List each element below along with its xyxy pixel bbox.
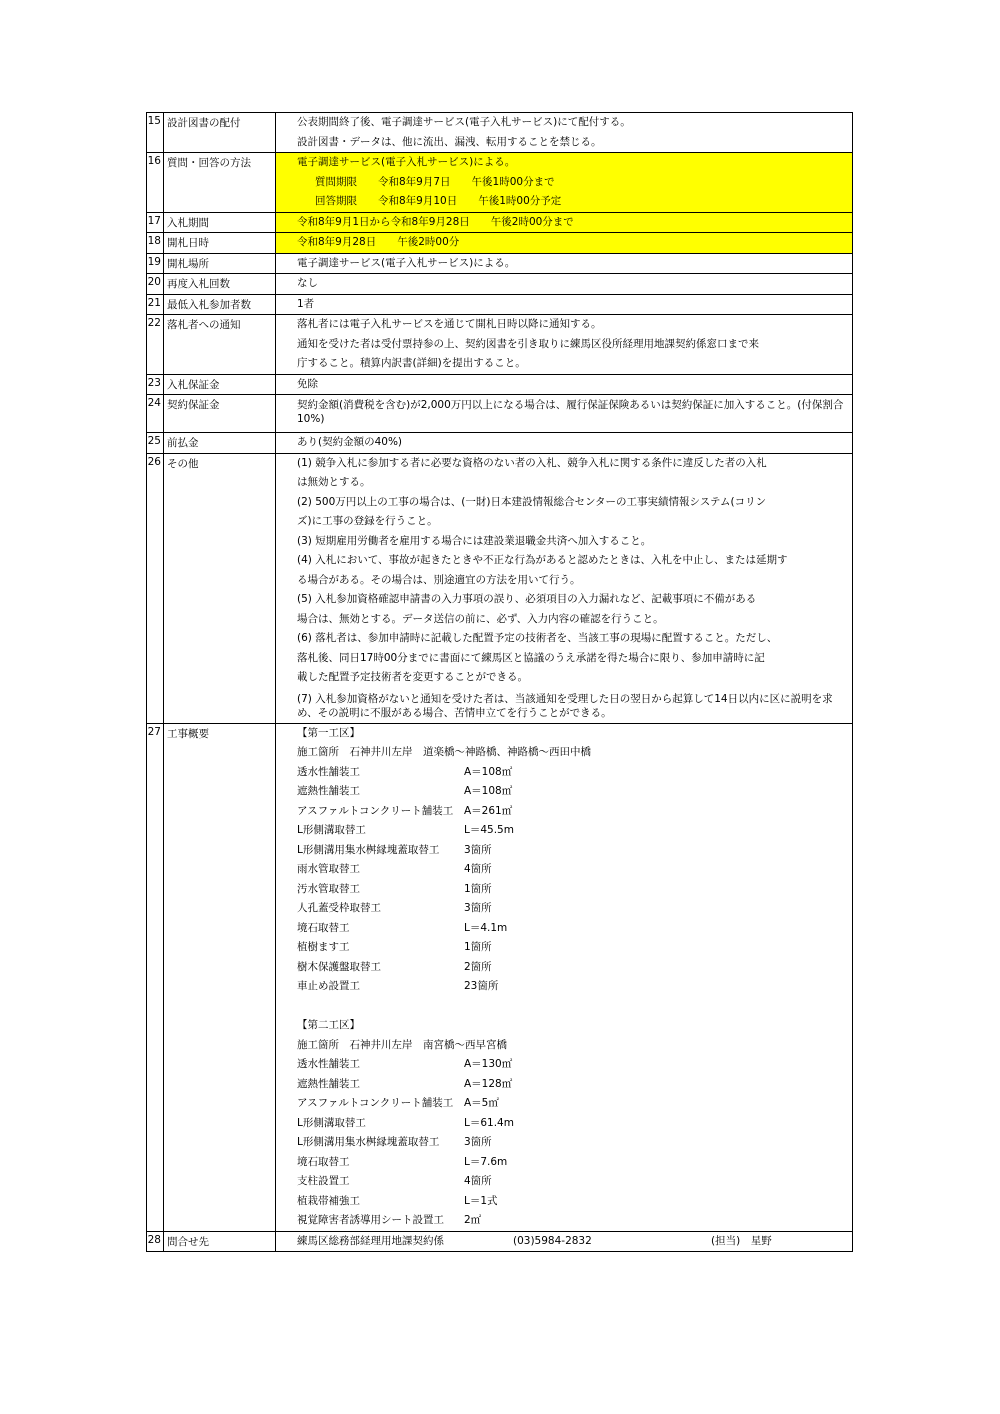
row-label: 開札日時 — [164, 233, 276, 254]
row-content-highlighted — [276, 212, 853, 233]
row-label: 前払金 — [164, 433, 276, 454]
work-item — [297, 1211, 852, 1231]
content-line: (4) 入札において、事故が起きたときや不正な行為があると認めたときは、入札を中止し、または延期す — [297, 554, 788, 566]
work-item-name: 遮熱性舗装工 — [297, 1077, 360, 1090]
work-item-name: L形側溝取替工 — [297, 824, 366, 836]
row-number: 16 — [147, 153, 164, 213]
content-line: なし — [297, 277, 318, 289]
work-item-quantity: A＝5㎡ — [464, 1097, 499, 1109]
content-line: あり(契約金額の40%) — [297, 436, 403, 448]
work-item — [297, 977, 852, 997]
content-line: (6) 落札者は、参加申請時に記載した配置予定の技術者を、当該工事の現場に配置すること。ただし、 — [297, 632, 778, 644]
row-number: 28 — [147, 1231, 164, 1252]
content-line: る場合がある。その場合は、別途適宜の方法を用いて行う。 — [297, 573, 581, 586]
work-item-quantity: 23箇所 — [464, 980, 499, 992]
row-label: 入札期間 — [164, 212, 276, 233]
work-item — [297, 1153, 852, 1173]
section-items — [297, 763, 852, 997]
content-line: 場合は、無効とする。データ送信の前に、必ず、入力内容の確認を行うこと。 — [297, 612, 664, 625]
work-item-name: 境石取替工 — [297, 1155, 350, 1168]
row-label: 開札場所 — [164, 253, 276, 274]
work-item — [297, 919, 852, 939]
row-number: 25 — [147, 433, 164, 454]
work-item — [297, 763, 852, 783]
row-content-highlighted — [276, 233, 853, 254]
row-content — [276, 113, 853, 153]
work-item-name: L形側溝用集水桝縁塊蓋取替工 — [297, 843, 440, 856]
work-item-quantity: A＝261㎡ — [464, 804, 513, 817]
work-item-quantity: 2㎡ — [464, 1214, 482, 1226]
work-item-quantity: 3箇所 — [464, 902, 492, 914]
table-row — [147, 212, 853, 233]
work-item-quantity: A＝108㎡ — [464, 785, 513, 797]
section-location: 施工箇所 石神井川左岸 道楽橋～神路橋、神路橋～西田中橋 — [297, 746, 591, 758]
table-row — [147, 153, 853, 213]
row-label: 最低入札参加者数 — [164, 294, 276, 315]
work-item — [297, 782, 852, 802]
row-label: 工事概要 — [164, 723, 276, 1231]
content-line: 令和8年9月1日から令和8年9月28日 午後2時00分まで — [297, 215, 574, 228]
work-item-name: 植樹ます工 — [297, 941, 350, 953]
row-number: 17 — [147, 212, 164, 233]
work-item — [297, 821, 852, 841]
work-item — [297, 1075, 852, 1095]
work-item-quantity: A＝108㎡ — [464, 765, 513, 778]
table-row — [147, 315, 853, 375]
work-item-name: 透水性舗装工 — [297, 765, 360, 778]
table-row — [147, 294, 853, 315]
work-item-name: アスファルトコンクリート舗装工 — [297, 1097, 454, 1109]
table-row — [147, 723, 853, 1231]
work-item — [297, 802, 852, 822]
work-item-name: 遮熱性舗装工 — [297, 785, 360, 797]
row-label: 問合せ先 — [164, 1231, 276, 1252]
row-label: 落札者への通知 — [164, 315, 276, 375]
table-row — [147, 274, 853, 295]
table-row — [147, 433, 853, 454]
work-item — [297, 1192, 852, 1212]
row-content — [276, 315, 853, 375]
work-item-name: L形側溝用集水桝縁塊蓋取替工 — [297, 1136, 440, 1148]
content-line: 電子調達サービス(電子入札サービス)による。 — [297, 256, 516, 269]
work-item-name: 境石取替工 — [297, 921, 350, 934]
work-item-quantity: A＝128㎡ — [464, 1077, 513, 1090]
row-label: 再度入札回数 — [164, 274, 276, 295]
content-line: 1者 — [297, 297, 315, 310]
content-line: 電子調達サービス(電子入札サービス)による。 — [297, 156, 516, 168]
work-item-quantity: 1箇所 — [464, 882, 492, 895]
work-item-name: 植栽帯補強工 — [297, 1194, 360, 1207]
table-row — [147, 113, 853, 153]
content-line: 質問期限 令和8年9月7日 午後1時00分まで — [315, 175, 555, 188]
work-item — [297, 841, 852, 861]
work-item-quantity: L＝4.1m — [464, 921, 508, 934]
row-number: 22 — [147, 315, 164, 375]
row-number: 24 — [147, 395, 164, 433]
row-number: 20 — [147, 274, 164, 295]
work-item — [297, 860, 852, 880]
table-row — [147, 374, 853, 395]
row-number: 26 — [147, 453, 164, 723]
work-item-quantity: 3箇所 — [464, 843, 492, 856]
row-label: 質問・回答の方法 — [164, 153, 276, 213]
content-line: 落札後、同日17時00分までに書面にて練馬区と協議のうえ承諾を得た場合に限り、参加申請時に記 — [297, 651, 765, 664]
content-line: (2) 500万円以上の工事の場合は、(一財)日本建設情報総合センターの工事実績情報システム(コリン — [297, 495, 767, 508]
work-item-quantity: 4箇所 — [464, 863, 492, 875]
work-item-name: 人孔蓋受枠取替工 — [297, 902, 381, 914]
work-item-name: 樹木保護盤取替工 — [297, 960, 381, 973]
work-item-name: 支柱設置工 — [297, 1175, 350, 1187]
work-item-name: L形側溝取替工 — [297, 1116, 366, 1129]
content-line: 通知を受けた者は受付票持参の上、契約図書を引き取りに練馬区役所経理用地課契約係窓口まで来 — [297, 337, 759, 350]
row-content — [276, 374, 853, 395]
section-location: 施工箇所 石神井川左岸 南宮橋～西早宮橋 — [297, 1038, 507, 1051]
contact-info — [276, 1231, 853, 1252]
row-number: 19 — [147, 253, 164, 274]
work-item-quantity: 4箇所 — [464, 1175, 492, 1187]
content-line: (3) 短期雇用労働者を雇用する場合には建設業退職金共済へ加入すること。 — [297, 534, 652, 547]
content-line: ズ)に工事の登録を行うこと。 — [297, 515, 438, 527]
row-content — [276, 274, 853, 295]
work-item-name: 汚水管取替工 — [297, 882, 360, 895]
row-label: 入札保証金 — [164, 374, 276, 395]
work-item-name: アスファルトコンクリート舗装工 — [297, 804, 454, 817]
work-item-quantity: 3箇所 — [464, 1136, 492, 1148]
row-content — [276, 253, 853, 274]
contact-office: 練馬区総務部経理用地課契約係 — [297, 1234, 444, 1247]
row-number: 18 — [147, 233, 164, 254]
work-item — [297, 899, 852, 919]
section-title: 【第二工区】 — [297, 1019, 360, 1031]
work-item — [297, 1094, 852, 1114]
content-line: 免除 — [297, 377, 318, 390]
work-item — [297, 880, 852, 900]
content-paragraph: (7) 入札参加資格がないと通知を受けた者は、当該通知を受理した日の翌日から起算して14日以内に区に説明を求め、その説明に不服がある場合、苦情申立てを行うことができる。 — [297, 692, 833, 719]
work-item — [297, 1172, 852, 1192]
work-item-quantity: 2箇所 — [464, 960, 492, 973]
row-number: 21 — [147, 294, 164, 315]
content-paragraph: 契約金額(消費税を含む)が2,000万円以上になる場合は、履行保証保険あるいは契約保証に加入すること。(付保割合10%) — [297, 399, 844, 425]
table-row — [147, 453, 853, 723]
work-summary — [276, 723, 853, 1231]
row-number: 15 — [147, 113, 164, 153]
work-item-quantity: L＝61.4m — [464, 1116, 514, 1129]
content-line: 載した配置予定技術者を変更することができる。 — [297, 671, 528, 683]
content-line: 設計図書・データは、他に流出、漏洩、転用することを禁じる。 — [297, 135, 602, 148]
row-content — [276, 294, 853, 315]
table-row — [147, 253, 853, 274]
work-item — [297, 1055, 852, 1075]
work-item-quantity: L＝7.6m — [464, 1155, 508, 1168]
content-line: 庁すること。積算内訳書(詳細)を提出すること。 — [297, 357, 526, 369]
row-label: 契約保証金 — [164, 395, 276, 433]
work-item-quantity: 1箇所 — [464, 941, 492, 953]
row-content — [276, 453, 853, 723]
work-item-quantity: L＝1式 — [464, 1194, 498, 1207]
work-item-name: 雨水管取替工 — [297, 863, 360, 875]
contact-phone: (03)5984-2832 — [513, 1234, 592, 1247]
row-content — [276, 395, 853, 433]
content-line: 公表期間終了後、電子調達サービス(電子入札サービス)にて配付する。 — [297, 116, 631, 128]
row-label: その他 — [164, 453, 276, 723]
content-line: 令和8年9月28日 午後2時00分 — [297, 236, 460, 248]
work-item-quantity: L＝45.5m — [464, 824, 514, 836]
row-content — [276, 433, 853, 454]
content-line: 回答期限 令和8年9月10日 午後1時00分予定 — [315, 195, 562, 207]
table-row — [147, 233, 853, 254]
work-item — [297, 958, 852, 978]
table-row — [147, 395, 853, 433]
content-line: は無効とする。 — [297, 476, 371, 488]
work-item — [297, 1114, 852, 1134]
content-line: 落札者には電子入札サービスを通じて開札日時以降に通知する。 — [297, 318, 602, 330]
document-table — [146, 112, 853, 1252]
content-line: (1) 競争入札に参加する者に必要な資格のない者の入札、競争入札に関する条件に違反した者の入札 — [297, 456, 767, 469]
work-item — [297, 938, 852, 958]
work-item-name: 透水性舗装工 — [297, 1058, 360, 1070]
work-item-name: 車止め設置工 — [297, 980, 360, 992]
work-item — [297, 1133, 852, 1153]
section-title: 【第一工区】 — [297, 726, 360, 739]
row-label: 設計図書の配付 — [164, 113, 276, 153]
row-number: 27 — [147, 723, 164, 1231]
row-content-highlighted — [276, 153, 853, 213]
section-items — [297, 1055, 852, 1231]
contact-person: (担当) 星野 — [711, 1234, 772, 1247]
row-number: 23 — [147, 374, 164, 395]
work-item-quantity: A＝130㎡ — [464, 1058, 513, 1070]
table-row — [147, 1231, 853, 1252]
work-item-name: 視覚障害者誘導用シート設置工 — [297, 1214, 444, 1226]
content-line: (5) 入札参加資格確認申請書の入力事項の誤り、必須項目の入力漏れなど、記載事項に不備がある — [297, 593, 757, 605]
